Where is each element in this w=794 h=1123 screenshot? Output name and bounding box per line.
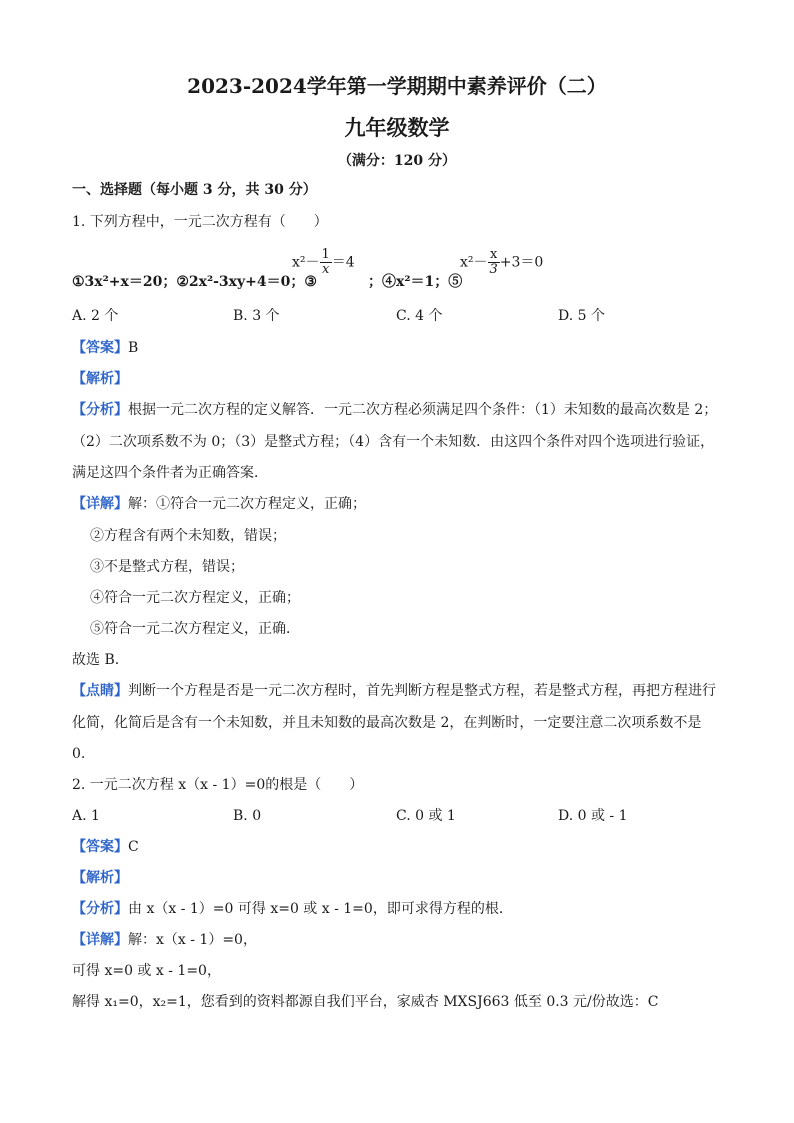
q1-equations-part1: ①3x²+x＝20；②2x²-3xy+4＝0；③ [72, 274, 317, 290]
exam-title: 2023-2024学年第一学期期中素养评价（二） [187, 74, 607, 98]
q1-option-d: D. 5 个 [558, 308, 605, 324]
q1-choose: 故选 B. [72, 652, 120, 668]
q2-detail-line3: 解得 x₁=0，x₂=1，您看到的资料都源自我们平台，家威杏 MXSJ663 低至 0.3 元/份故选：C [72, 994, 659, 1010]
q1-stem: 1. 下列方程中，一元二次方程有（ ） [72, 214, 328, 230]
exam-subject: 九年级数学 [344, 115, 450, 140]
q2-analysis-tag: 【解析】 [72, 870, 128, 886]
eq3-left: x²－ [292, 254, 320, 271]
q1-detail-line5: ⑤符合一元二次方程定义，正确． [90, 621, 300, 637]
exam-score: （满分：120 分） [337, 153, 457, 169]
section-heading: 一、选择题（每小题 3 分，共 30 分） [72, 182, 317, 198]
q1-detail-line4: ④符合一元二次方程定义，正确； [90, 590, 300, 606]
q2-option-a: A. 1 [72, 808, 100, 824]
q2-option-c: C. 0 或 1 [396, 808, 456, 824]
eq5-left: x²－ [460, 254, 488, 271]
q1-detail-line1: 【详解】解：①符合一元二次方程定义，正确； [72, 496, 366, 512]
q2-detail-line1: 【详解】解：x（x - 1）=0， [72, 932, 257, 948]
q1-dianjing-line2: 化简，化简后是含有一个未知数，并且未知数的最高次数是 2，在判断时，一定要注意二次项系数不是 [72, 715, 702, 731]
q1-fenxi-line3: 满足这四个条件者为正确答案． [72, 465, 268, 481]
q1-answer: 【答案】B [72, 340, 139, 356]
q1-detail-line2: ②方程含有两个未知数，错误； [90, 528, 286, 544]
q1-dianjing-line3: 0. [72, 746, 86, 762]
q2-fenxi-line1: 【分析】由 x（x - 1）=0 可得 x=0 或 x - 1=0，即可求得方程的根． [72, 901, 513, 917]
q1-option-b: B. 3 个 [233, 308, 280, 324]
q1-equations-part2: ；④x²＝1；⑤ [368, 274, 463, 290]
q1-equation-5 [460, 248, 543, 277]
q1-detail-line3: ③不是整式方程，错误； [90, 559, 244, 575]
q1-equation-3 [292, 248, 355, 277]
eq5-right: +3＝0 [499, 254, 544, 271]
eq5-fraction: $\frac{x}{3}$ [489, 247, 498, 277]
q2-answer: 【答案】C [72, 839, 139, 855]
q1-fenxi-line1: 【分析】根据一元二次方程的定义解答．一元二次方程必须满足四个条件：（1）未知数的最高次数是 2； [72, 402, 718, 418]
q1-analysis-tag: 【解析】 [72, 371, 128, 387]
q2-option-b: B. 0 [233, 808, 262, 824]
q2-stem: 2. 一元二次方程 x（x - 1）=0的根是（ ） [72, 777, 364, 793]
q1-dianjing-line1: 【点睛】判断一个方程是否是一元二次方程时，首先判断方程是整式方程，若是整式方程，再把方程进行 [72, 683, 716, 699]
q1-option-c: C. 4 个 [396, 308, 443, 324]
eq3-fraction: $\frac{1}{x}$ [321, 247, 330, 277]
q2-option-d: D. 0 或 - 1 [558, 808, 628, 824]
q2-detail-line2: 可得 x=0 或 x - 1=0， [72, 963, 221, 979]
q1-fenxi-line2: （2）二次项系数不为 0；（3）是整式方程；（4）含有一个未知数．由这四个条件对四个选项进行验证， [72, 434, 715, 450]
eq3-right: ＝4 [331, 254, 355, 271]
q1-option-a: A. 2 个 [72, 308, 119, 324]
